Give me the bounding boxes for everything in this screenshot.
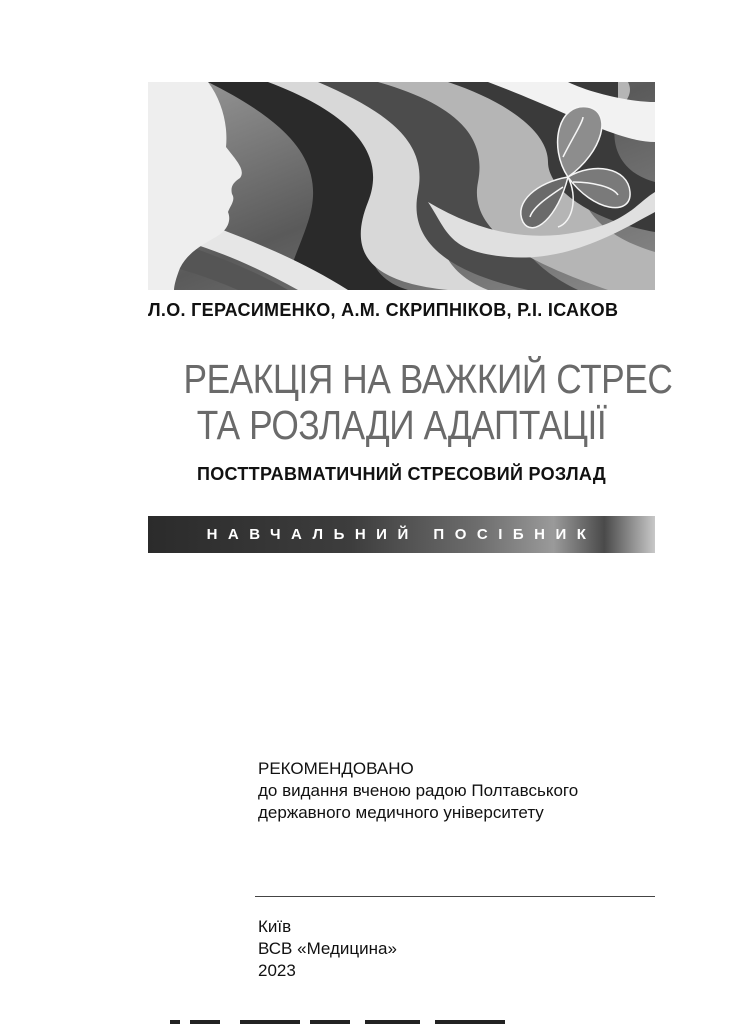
- publisher-info: [258, 916, 558, 982]
- book-title: [183, 356, 673, 448]
- publisher-city: Київ: [258, 917, 292, 936]
- genre-label: НАВЧАЛЬНИЙ ПОСІБНИК: [206, 526, 597, 543]
- cover-illustration: [148, 82, 655, 290]
- divider-line: [255, 896, 655, 897]
- recommendation-line-3: державного медичного університету: [258, 803, 544, 822]
- book-title-line-1: РЕАКЦІЯ НА ВАЖКИЙ СТРЕС: [183, 356, 673, 402]
- authors: Л.О. ГЕРАСИМЕНКО, А.М. СКРИПНІКОВ, Р.І. ІСАКОВ: [148, 300, 619, 320]
- cropped-next-line: [150, 1018, 530, 1024]
- book-title-line-2: ТА РОЗЛАДИ АДАПТАЦІЇ: [196, 402, 607, 448]
- publication-year: 2023: [258, 961, 296, 980]
- recommendation-line-2: до видання вченою радою Полтавського: [258, 781, 579, 800]
- recommendation-note: [258, 758, 678, 824]
- genre-band: [148, 516, 655, 553]
- publisher-name: ВСВ «Медицина»: [258, 939, 397, 958]
- book-subtitle: ПОСТТРАВМАТИЧНИЙ СТРЕСОВИЙ РОЗЛАД: [196, 464, 607, 484]
- recommendation-heading: РЕКОМЕНДОВАНО: [258, 759, 414, 778]
